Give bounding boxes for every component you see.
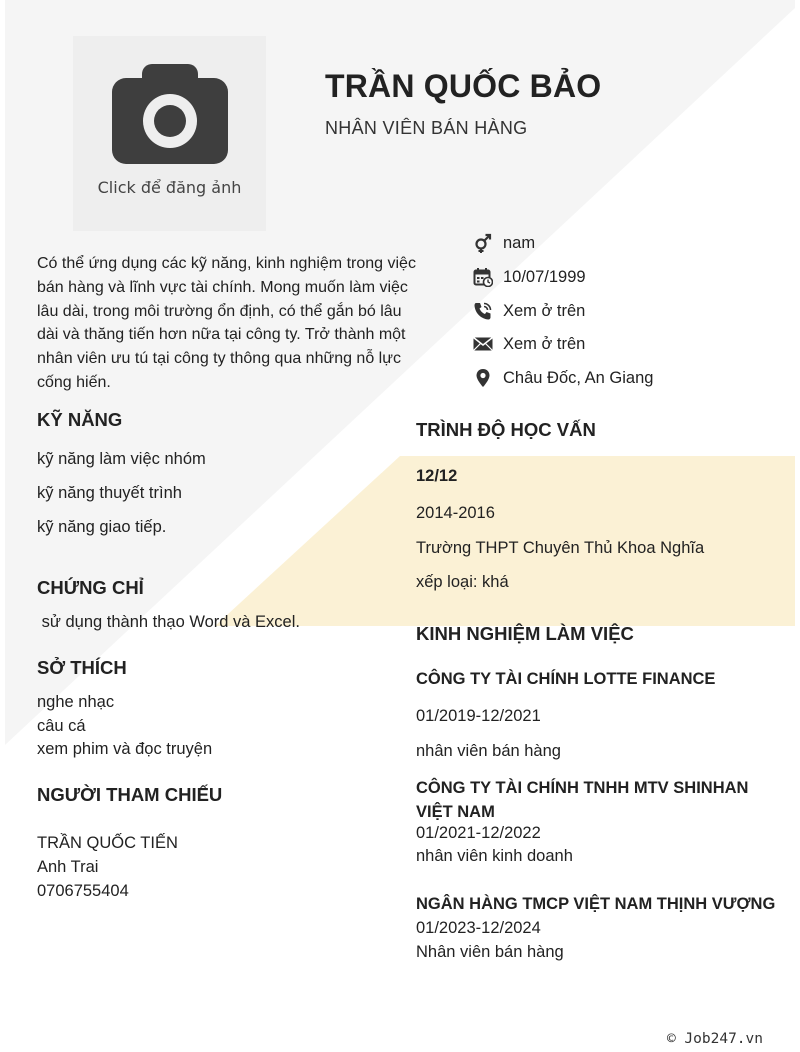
certificate-item: sử dụng thành thạo Word và Excel.	[37, 613, 300, 631]
address-value: Châu Đốc, An Giang	[503, 368, 654, 387]
info-birthday	[473, 265, 586, 289]
phone-icon	[473, 301, 493, 321]
skill-item: kỹ năng làm việc nhóm	[37, 450, 206, 468]
skills-heading: KỸ NĂNG	[37, 409, 123, 430]
job-period: 01/2019-12/2021	[416, 707, 541, 725]
reference-heading: NGƯỜI THAM CHIẾU	[37, 784, 223, 805]
info-email	[473, 332, 585, 356]
reference-phone: 0706755404	[37, 882, 129, 900]
education-school: Trường THPT Chuyên Thủ Khoa Nghĩa	[416, 539, 705, 557]
skill-item: kỹ năng giao tiếp.	[37, 518, 167, 536]
job-role: nhân viên bán hàng	[416, 742, 561, 760]
job-company: NGÂN HÀNG TMCP VIỆT NAM THỊNH VƯỢNG	[416, 895, 776, 913]
job-company: CÔNG TY TÀI CHÍNH LOTTE FINANCE	[416, 670, 716, 688]
career-objective: Có thể ứng dụng các kỹ năng, kinh nghiệm trong việc bán hàng và lĩnh vực tài chính. Mong muốn làm việc lâu dài, trong môi trường ổn định, có thể gắn bó lâu dài và thăng tiến hơn nữa tại công ty. Trở thành một nhân viên ưu tú tại công ty thông qua những nỗ lực cống hiến.	[37, 255, 416, 391]
education-heading: TRÌNH ĐỘ HỌC VẤN	[416, 419, 596, 440]
hobby-item: câu cá	[37, 717, 86, 735]
footer-copyright: © Job247.vn	[666, 1031, 763, 1047]
mail-icon	[473, 334, 493, 354]
certificates-heading: CHỨNG CHỈ	[37, 577, 144, 598]
job-role: Nhân viên bán hàng	[416, 943, 564, 961]
job-period: 01/2021-12/2022	[416, 824, 541, 842]
skill-item: kỹ năng thuyết trình	[37, 484, 182, 502]
camera-icon	[112, 64, 228, 166]
reference-relation: Anh Trai	[37, 858, 99, 876]
gender-icon	[473, 233, 493, 253]
info-phone	[473, 299, 585, 323]
info-gender	[473, 231, 535, 255]
photo-upload-caption: Click để đăng ảnh	[97, 178, 242, 197]
calendar-icon	[473, 267, 493, 287]
phone-value: Xem ở trên	[503, 301, 586, 320]
photo-upload[interactable]	[73, 36, 266, 231]
hobby-item: xem phim và đọc truyện	[37, 740, 213, 758]
candidate-name: TRẦN QUỐC BẢO	[325, 68, 602, 104]
job-period: 01/2023-12/2024	[416, 919, 541, 937]
hobby-item: nghe nhạc	[37, 693, 115, 711]
education-level: 12/12	[416, 467, 458, 485]
email-value: Xem ở trên	[503, 334, 586, 353]
location-icon	[473, 368, 493, 388]
job-role: nhân viên kinh doanh	[416, 847, 573, 865]
info-address	[473, 366, 653, 390]
reference-name: TRẦN QUỐC TIẾN	[37, 834, 178, 852]
gender-value: nam	[503, 233, 536, 252]
job-company: CÔNG TY TÀI CHÍNH TNHH MTV SHINHAN VIỆT NAM	[416, 779, 749, 821]
birthday-value: 10/07/1999	[503, 267, 586, 286]
education-grade: xếp loại: khá	[416, 573, 509, 591]
education-period: 2014-2016	[416, 504, 495, 522]
candidate-job-title: NHÂN VIÊN BÁN HÀNG	[325, 118, 528, 138]
hobbies-heading: SỞ THÍCH	[37, 657, 127, 678]
experience-heading: KINH NGHIỆM LÀM VIỆC	[416, 623, 634, 644]
